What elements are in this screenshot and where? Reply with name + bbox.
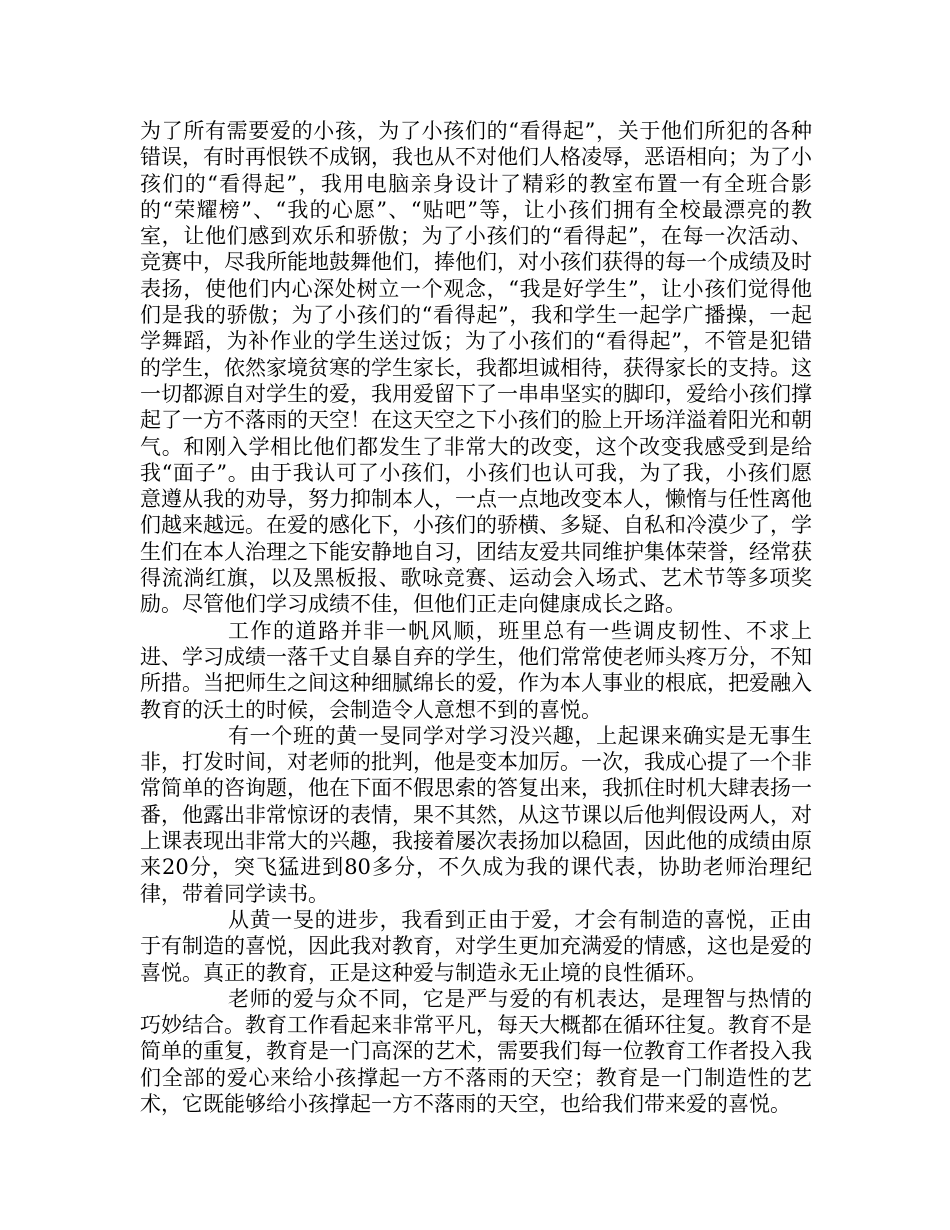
paragraph-4: 从黄一旻的进步，我看到正由于爱，才会有制造的喜悦，正由于有制造的喜悦，因此我对教育，对学生更加充满爱的情感，这也是爱的喜悦。真正的教育，正是这种爱与制造永无止境的良性循环。 xyxy=(140,907,812,985)
document-body xyxy=(140,118,812,1117)
paragraph-2: 工作的道路并非一帆风顺，班里总有一些调皮韧性、不求上进、学习成绩一落千丈自暴自弃的学生，他们常常使老师头疼万分，不知所措。当把师生之间这种细腻绵长的爱，作为本人事业的根底，把爱融入教育的沃土的时候，会制造令人意想不到的喜悦。 xyxy=(140,618,812,722)
paragraph-3: 有一个班的黄一旻同学对学习没兴趣，上起课来确实是无事生非，打发时间，对老师的批判，他是变本加厉。一次，我成心提了一个非常简单的咨询题，他在下面不假思索的答复出来，我抓住时机大肆表扬一番，他露出非常惊讶的表情，果不其然，从这节课以后他判假设两人，对上课表现出非常大的兴趣，我接着屡次表扬加以稳固，因此他的成绩由原来20分，突飞猛进到80多分，不久成为我的课代表，协助老师治理纪律，带着同学读书。 xyxy=(140,723,812,906)
paragraph-5: 老师的爱与众不同，它是严与爱的有机表达，是理智与热情的巧妙结合。教育工作看起来非常平凡，每天大概都在循环往复。教育不是简单的重复，教育是一门高深的艺术，需要我们每一位教育工作者投入我们全部的爱心来给小孩撑起一方不落雨的天空；教育是一门制造性的艺术，它既能够给小孩撑起一方不落雨的天空，也给我们带来爱的喜悦。 xyxy=(140,986,812,1116)
paragraph-1: 为了所有需要爱的小孩，为了小孩们的“看得起”，关于他们所犯的各种错误，有时再恨铁不成钢，我也从不对他们人格凌辱，恶语相向；为了小孩们的“看得起”，我用电脑亲身设计了精彩的教室布置一有全班合影的“荣耀榜”、“我的心愿”、“贴吧”等，让小孩们拥有全校最漂亮的教室，让他们感到欢乐和骄傲；为了小孩们的“看得起”，在每一次活动、竞赛中，尽我所能地鼓舞他们，捧他们，对小孩们获得的每一个成绩及时表扬，使他们内心深处树立一个观念，“我是好学生”，让小孩们觉得他们是我的骄傲；为了小孩们的“看得起”，我和学生一起学广播操，一起学舞蹈，为补作业的学生送过饭；为了小孩们的“看得起”，不管是犯错的学生，依然家境贫寒的学生家长，我都坦诚相待，获得家长的支持。这一切都源自对学生的爱，我用爱留下了一串串坚实的脚印，爱给小孩们撑起了一方不落雨的天空！在这天空之下小孩们的脸上开场洋溢着阳光和朝气。和刚入学相比他们都发生了非常大的改变，这个改变我感受到是给我“面子”。由于我认可了小孩们，小孩们也认可我，为了我，小孩们愿意遵从我的劝导，努力抑制本人，一点一点地改变本人，懒惰与任性离他们越来越远。在爱的感化下，小孩们的骄横、多疑、自私和冷漠少了，学生们在本人治理之下能安静地自习，团结友爱共同维护集体荣誉，经常获得流淌红旗，以及黑板报、歌咏竞赛、运动会入场式、艺术节等多项奖励。尽管他们学习成绩不佳，但他们正走向健康成长之路。 xyxy=(140,119,812,617)
